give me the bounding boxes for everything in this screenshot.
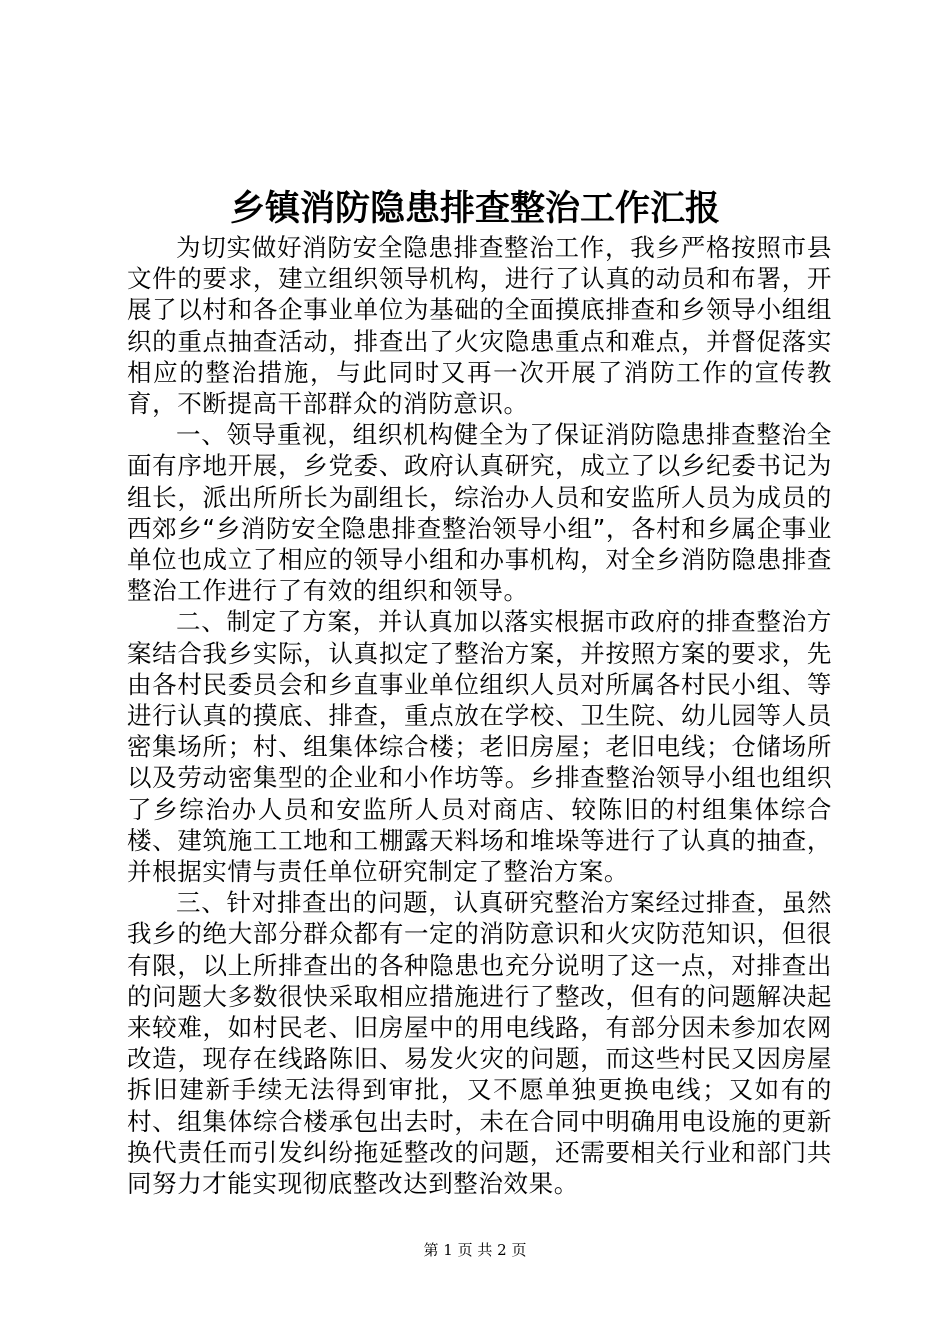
paragraph-section-2 bbox=[127, 606, 832, 887]
paragraph-section-2-continuation: 乡排查整治领导小组也组织了乡综治办人员和安监所人员对商店、较陈旧的村组集体综合楼、建筑施工工地和工棚露天料场和堆垛等进行了认真的抽查，并根据实情与责任单位研究制定了整治方案。 bbox=[127, 763, 832, 887]
paragraph-section-2-main: 二、制定了方案，并认真加以落实根据市政府的排查整治方案结合我乡实际，认真拟定了整治方案，并按照方案的要求，先由各村民委员会和乡直事业单位组织人员对所属各村民小组、等进行认真的摸底、排查，重点放在学校、卫生院、幼儿园等人员密集场所；村、组集体综合楼；老旧房屋；老旧电线；仓储场所以及劳动密集型的企业和小作坊等。 bbox=[127, 607, 832, 793]
paragraph-intro: 为切实做好消防安全隐患排查整治工作，我乡严格按照市县文件的要求，建立组织领导机构，进行了认真的动员和布署，开展了以村和各企事业单位为基础的全面摸底排查和乡领导小组组织的重点抽查活动，排查出了火灾隐患重点和难点，并督促落实相应的整治措施，与此同时又再一次开展了消防工作的宣传教育，不断提高干部群众的消防意识。 bbox=[127, 233, 832, 419]
paragraph-section-1: 一、领导重视，组织机构健全为了保证消防隐患排查整治全面有序地开展，乡党委、政府认真研究，成立了以乡纪委书记为组长，派出所所长为副组长，综治办人员和安监所人员为成员的西郊乡“乡消防安全隐患排查整治领导小组”，各村和乡属企事业单位也成立了相应的领导小组和办事机构，对全乡消防隐患排查整治工作进行了有效的组织和领导。 bbox=[127, 420, 832, 606]
page-number-footer: 第 1 页 共 2 页 bbox=[423, 1241, 527, 1259]
paragraph-section-3: 三、针对排查出的问题，认真研究整治方案经过排查，虽然我乡的绝大部分群众都有一定的消防意识和火灾防范知识，但很有限，以上所排查出的各种隐患也充分说明了这一点，对排查出的问题大多数很快采取相应措施进行了整改，但有的问题解决起来较难，如村民老、旧房屋中的用电线路，有部分因未参加农网改造，现存在线路陈旧、易发火灾的问题，而这些村民又因房屋拆旧建新手续无法得到审批，又不愿单独更换电线；又如有的村、组集体综合楼承包出去时，未在合同中明确用电设施的更新换代责任而引发纠纷拖延整改的问题，还需要相关行业和部门共同努力才能实现彻底整改达到整治效果。 bbox=[127, 888, 832, 1199]
document-body bbox=[127, 232, 832, 1199]
document-title: 乡镇消防隐患排查整治工作汇报 bbox=[229, 188, 720, 229]
